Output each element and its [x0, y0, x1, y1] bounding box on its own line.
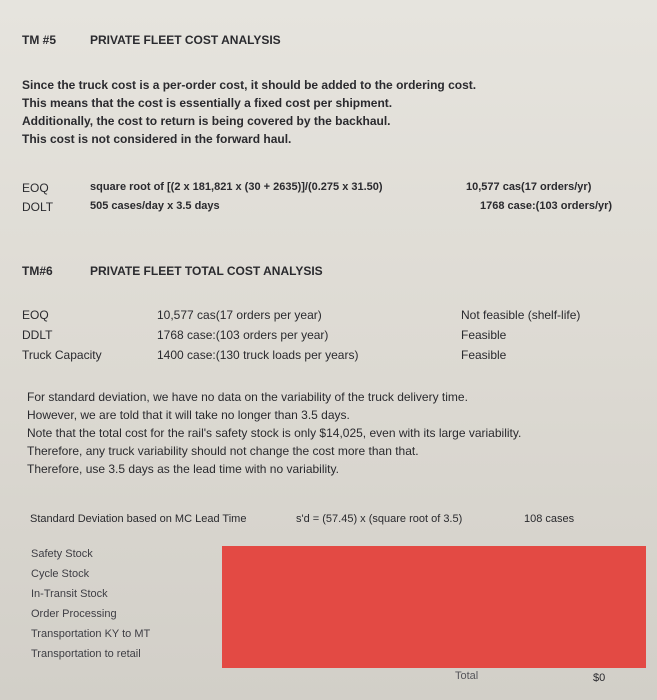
tm5-paragraph-line: This cost is not considered in the forward haul.: [22, 132, 292, 146]
total-value: $0: [593, 672, 606, 684]
tm6-value-ddlt: 1768 case:(103 orders per year): [157, 328, 329, 342]
tm5-row-dolt-result: 1768 case:(103 orders/yr): [480, 200, 613, 212]
tm5-row-dolt-label: DOLT: [22, 200, 54, 214]
tm6-paragraph-line: However, we are told that it will take no longer than 3.5 days.: [27, 408, 350, 422]
tm6-paragraph: [27, 388, 521, 478]
redacted-values-block: [222, 546, 646, 668]
total-label: Total: [455, 670, 479, 682]
tm5-paragraph-line: This means that the cost is essentially a fixed cost per shipment.: [22, 96, 393, 110]
cost-item-safety-stock: Safety Stock: [31, 548, 93, 560]
tm6-paragraph-line: Therefore, use 3.5 days as the lead time with no variability.: [27, 462, 339, 476]
cost-items-list: [31, 544, 150, 664]
tm6-paragraph-line: Therefore, any truck variability should not change the cost more than that.: [27, 444, 419, 458]
tm6-row-status: [461, 305, 580, 365]
tm6-label-truck-capacity: Truck Capacity: [22, 348, 102, 362]
tm5-paragraph: [22, 76, 476, 148]
tm6-title: PRIVATE FLEET TOTAL COST ANALYSIS: [90, 264, 323, 278]
tm6-status-truck-capacity: Feasible: [461, 348, 507, 362]
tm6-value-truck-capacity: 1400 case:(130 truck loads per years): [157, 348, 359, 362]
tm5-paragraph-line: Additionally, the cost to return is being covered by the backhaul.: [22, 114, 391, 128]
tm6-value-eoq: 10,577 cas(17 orders per year): [157, 308, 322, 322]
tm5-row-eoq-calc: square root of [(2 x 181,821 x (30 + 2635)]/(0.275 x 31.50): [90, 181, 383, 193]
tm6-status-eoq: Not feasible (shelf-life): [461, 308, 581, 322]
std-dev-formula: s'd = (57.45) x (square root of 3.5): [296, 513, 463, 525]
std-dev-label: Standard Deviation based on MC Lead Time: [30, 513, 247, 525]
std-dev-result: 108 cases: [524, 513, 575, 525]
tm5-id: TM #5: [22, 33, 57, 47]
tm6-row-values: [157, 305, 358, 365]
tm5-row-dolt-calc: 505 cases/day x 3.5 days: [90, 200, 220, 212]
tm5-row-eoq-result: 10,577 cas(17 orders/yr): [466, 181, 592, 193]
tm6-row-label: [22, 305, 102, 365]
cost-item-order-processing: Order Processing: [31, 608, 117, 620]
tm6-label-ddlt: DDLT: [22, 328, 53, 342]
cost-item-in-transit-stock: In-Transit Stock: [31, 588, 108, 600]
tm5-row-eoq-label: EOQ: [22, 181, 49, 195]
cost-item-transportation-retail: Transportation to retail: [31, 648, 141, 660]
tm5-title: PRIVATE FLEET COST ANALYSIS: [90, 33, 281, 47]
tm6-paragraph-line: Note that the total cost for the rail's safety stock is only $14,025, even with its large variability.: [27, 426, 522, 440]
tm5-paragraph-line: Since the truck cost is a per-order cost, it should be added to the ordering cost.: [22, 78, 477, 92]
tm6-id: TM#6: [22, 264, 53, 278]
tm6-label-eoq: EOQ: [22, 308, 49, 322]
cost-item-transportation-ky-mt: Transportation KY to MT: [31, 628, 151, 640]
tm6-paragraph-line: For standard deviation, we have no data on the variability of the truck delivery time.: [27, 390, 468, 404]
cost-item-cycle-stock: Cycle Stock: [31, 568, 90, 580]
tm6-status-ddlt: Feasible: [461, 328, 507, 342]
